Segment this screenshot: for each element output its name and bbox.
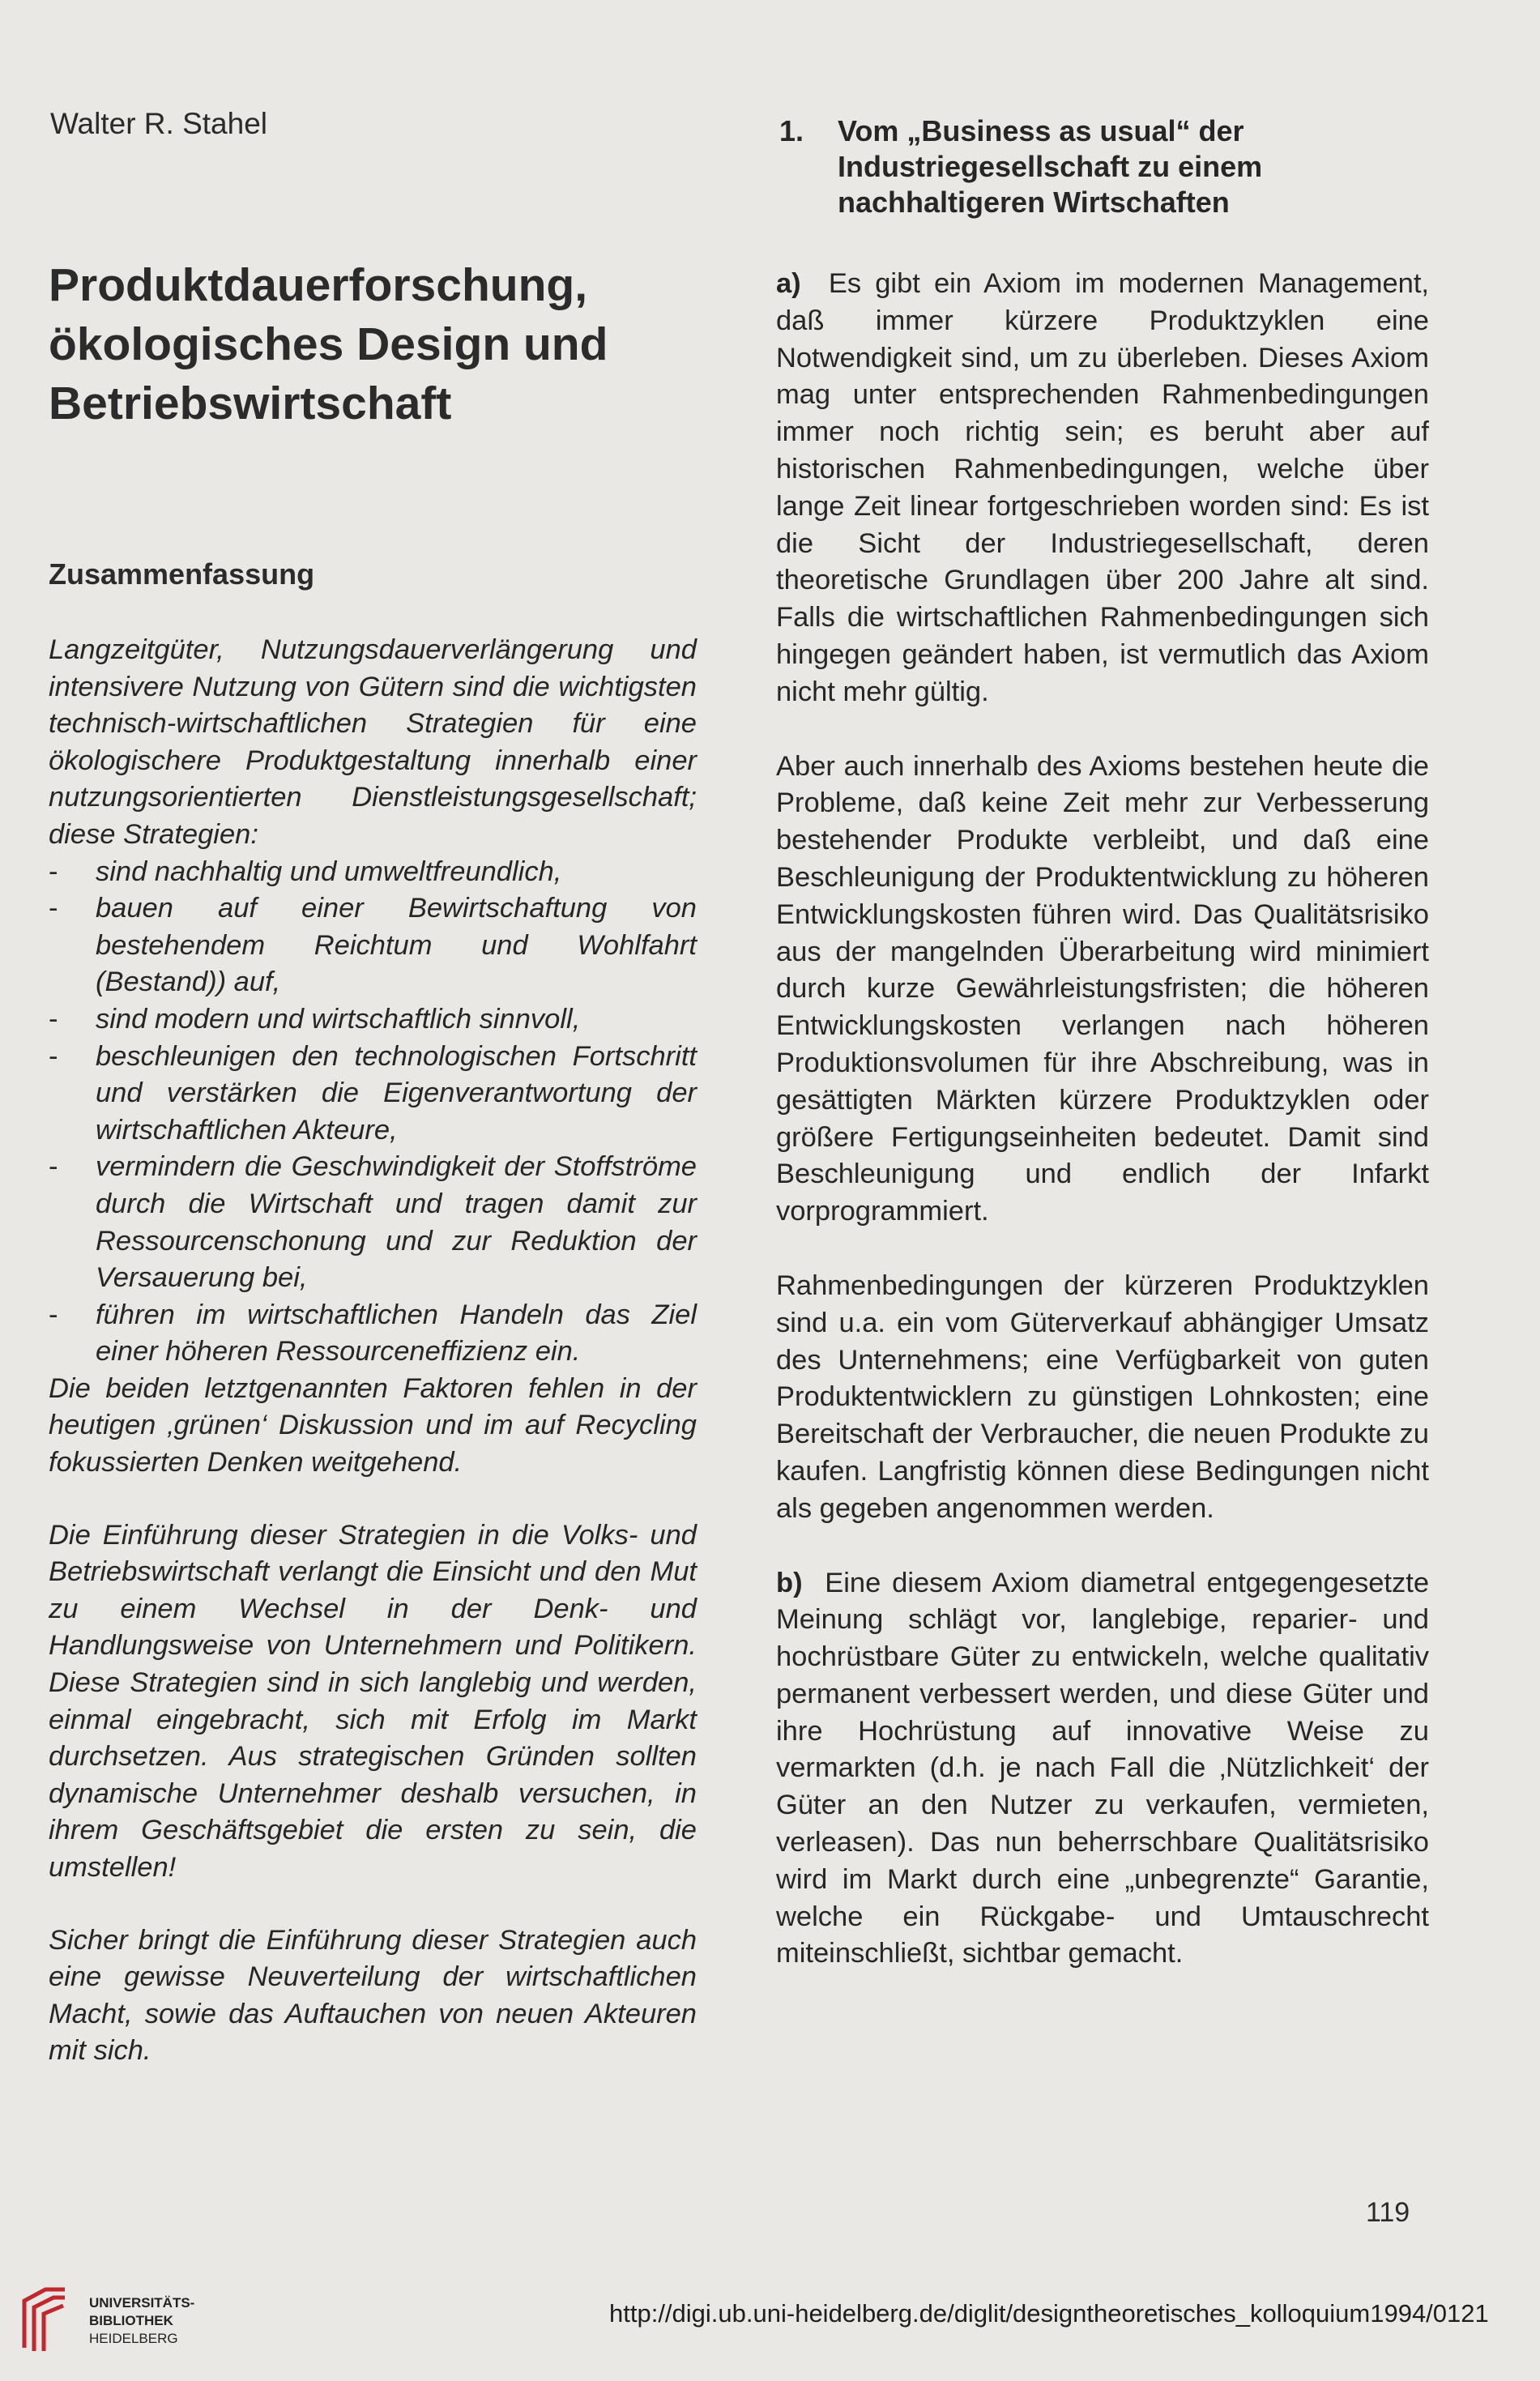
body-paragraph: Aber auch innerhalb des Axioms bestehen heute die Probleme, daß keine Zeit mehr zur Verbesserung bestehender Produkte verbleibt, und daß eine Beschleunigung der Produktentwicklung zu höheren Entwicklungskosten führen wird. Das Qualitätsrisiko aus der mangelnden Überarbeitung wird minimiert durch kurze Gewährleistungsfristen; die höheren Entwicklungskosten verlangen nach höheren Produktionsvolumen für ihre Abschreibung, was in gesättigten Märkten kürzere Produktzyklen oder größere Fertigungseinheiten bedeutet. Damit sind Beschleunigung und endlich der Infarkt vorprogrammiert. bbox=[776, 750, 1429, 1227]
article-title bbox=[49, 256, 664, 433]
list-item bbox=[49, 1001, 697, 1039]
library-name-line: BIBLIOTHEK bbox=[89, 2313, 173, 2328]
strategy-list bbox=[49, 854, 697, 1371]
list-item-text: vermindern die Geschwindigkeit der Stoffströme durch die Wirtschaft und tragen damit zur Ressourcenschonung und zur Reduktion der Versauerung bei, bbox=[96, 1151, 697, 1294]
author-name: Walter R. Stahel bbox=[50, 107, 267, 140]
section-heading bbox=[779, 113, 1452, 220]
list-item bbox=[49, 854, 697, 891]
list-item bbox=[49, 1039, 697, 1150]
bullet-marker: - bbox=[49, 1040, 58, 1072]
title-line: Produktdauerforschung, bbox=[49, 259, 588, 311]
body-paragraph bbox=[776, 266, 1429, 711]
summary-paragraph: Sicher bringt die Einführung dieser Strategien auch eine gewisse Neuverteilung der wirtschaftlichen Macht, sowie das Auftauchen von neuen Akteuren mit sich. bbox=[49, 1924, 697, 2067]
library-name bbox=[89, 2294, 194, 2348]
library-name-line: HEIDELBERG bbox=[89, 2331, 178, 2346]
list-item bbox=[49, 890, 697, 1001]
title-line: ökologisches Design und bbox=[49, 318, 608, 370]
library-name-line: UNIVERSITÄTS- bbox=[89, 2295, 195, 2311]
paragraph-text: Eine diesem Axiom diametral entgegengesetzte Meinung schlägt vor, langlebige, reparier- und hochrüstbare Güter zu entwickeln, welche qualitativ permanent verbessert werden, und diese Güter und ihre Hochrüstung auf innovative Weise zu vermarkten (d.h. je nach Fall die ‚Nützlichkeit‘ der Güter an den Nutzer zu verkaufen, vermieten, verleasen). Das nun beherrschbare Qualitätsrisiko wird im Markt durch eine „unbegrenzte“ Garantie, welche ein Rückgabe- und Umtauschrecht miteinschließt, sichtbar gemacht. bbox=[776, 1567, 1430, 1969]
section-heading-text: Vom „Business as usual“ der Industriegesellschaft zu einem nachhaltigeren Wirtschaften bbox=[838, 114, 1263, 219]
summary-closing: Die beiden letztgenannten Faktoren fehlen in der heutigen ‚grünen‘ Diskussion und im auf Recycling fokussierten Denken weitgehend. bbox=[49, 1372, 697, 1479]
body-column bbox=[776, 266, 1429, 1973]
list-item bbox=[49, 1297, 697, 1371]
list-item-text: führen im wirtschaftlichen Handeln das Ziel einer höheren Ressourceneffizienz ein. bbox=[96, 1299, 697, 1368]
bullet-marker: - bbox=[49, 1003, 58, 1035]
bullet-marker: - bbox=[49, 856, 58, 887]
bullet-marker: - bbox=[49, 1299, 58, 1330]
page-number: 119 bbox=[1366, 2197, 1410, 2228]
summary-column bbox=[49, 632, 697, 2070]
summary-heading: Zusammenfassung bbox=[49, 557, 315, 591]
paragraph-label: a) bbox=[776, 268, 801, 299]
list-item-text: bauen auf einer Bewirtschaftung von bestehendem Reichtum und Wohlfahrt (Bestand)) auf, bbox=[96, 893, 697, 998]
source-url[interactable]: http://digi.ub.uni-heidelberg.de/diglit/designtheoretisches_kolloquium1994/0121 bbox=[609, 2299, 1489, 2328]
list-item-text: sind modern und wirtschaftlich sinnvoll, bbox=[96, 1003, 581, 1035]
bullet-marker: - bbox=[49, 1151, 58, 1183]
summary-intro: Langzeitgüter, Nutzungsdauerverlängerung und intensivere Nutzung von Gütern sind die wichtigsten technisch-wirtschaftlichen Strategien für eine ökologischere Produktgestaltung innerhalb einer nutzungsorientierten Dienstleistungsgesellschaft; diese Strategien: bbox=[49, 634, 697, 850]
list-item-text: beschleunigen den technologischen Fortschritt und verstärken die Eigenverantwortung der wirtschaftlichen Akteure, bbox=[96, 1040, 697, 1146]
list-item-text: sind nachhaltig und umweltfreundlich, bbox=[96, 856, 562, 887]
body-paragraph bbox=[776, 1565, 1429, 1973]
title-line: Betriebswirtschaft bbox=[49, 378, 452, 429]
section-number: 1. bbox=[779, 114, 804, 147]
paragraph-text: Es gibt ein Axiom im modernen Management, daß immer kürzere Produktzyklen eine Notwendigkeit sind, um zu überleben. Dieses Axiom mag unter entsprechenden Rahmenbedingungen immer noch richtig sein; es beruht aber auf historischen Rahmenbedingungen, welche über lange Zeit linear fortgeschrieben worden sind: Es ist die Sicht der Industriegesellschaft, deren theoretische Grundlagen über 200 Jahre alt sind. Falls die wirtschaftlichen Rahmenbedingungen sich hingegen geändert haben, ist vermutlich das Axiom nicht mehr gültig. bbox=[776, 268, 1429, 707]
bullet-marker: - bbox=[49, 893, 58, 924]
summary-paragraph: Die Einführung dieser Strategien in die Volks- und Betriebswirtschaft verlangt die Einsicht und den Mut zu einem Wechsel in der Denk- und Handlungsweise von Unternehmern und Politikern. Diese Strategien sind in sich langlebig und werden, einmal eingebracht, sich mit Erfolg im Markt durchsetzen. Aus strategischen Gründen sollten dynamische Unternehmer deshalb versuchen, in ihrem Geschäftsgebiet die ersten zu sein, die umstellen! bbox=[49, 1519, 697, 1883]
library-logo-icon bbox=[18, 2283, 70, 2354]
list-item bbox=[49, 1149, 697, 1296]
paragraph-label: b) bbox=[776, 1567, 803, 1598]
body-paragraph: Rahmenbedingungen der kürzeren Produktzyklen sind u.a. ein vom Güterverkauf abhängiger Umsatz des Unternehmens; eine Verfügbarkeit von guten Produktentwicklern zu günstigen Lohnkosten; eine Bereitschaft der Verbraucher, die neuen Produkte zu kaufen. Langfristig können diese Bedingungen nicht als gegeben angenommen werden. bbox=[776, 1269, 1429, 1524]
